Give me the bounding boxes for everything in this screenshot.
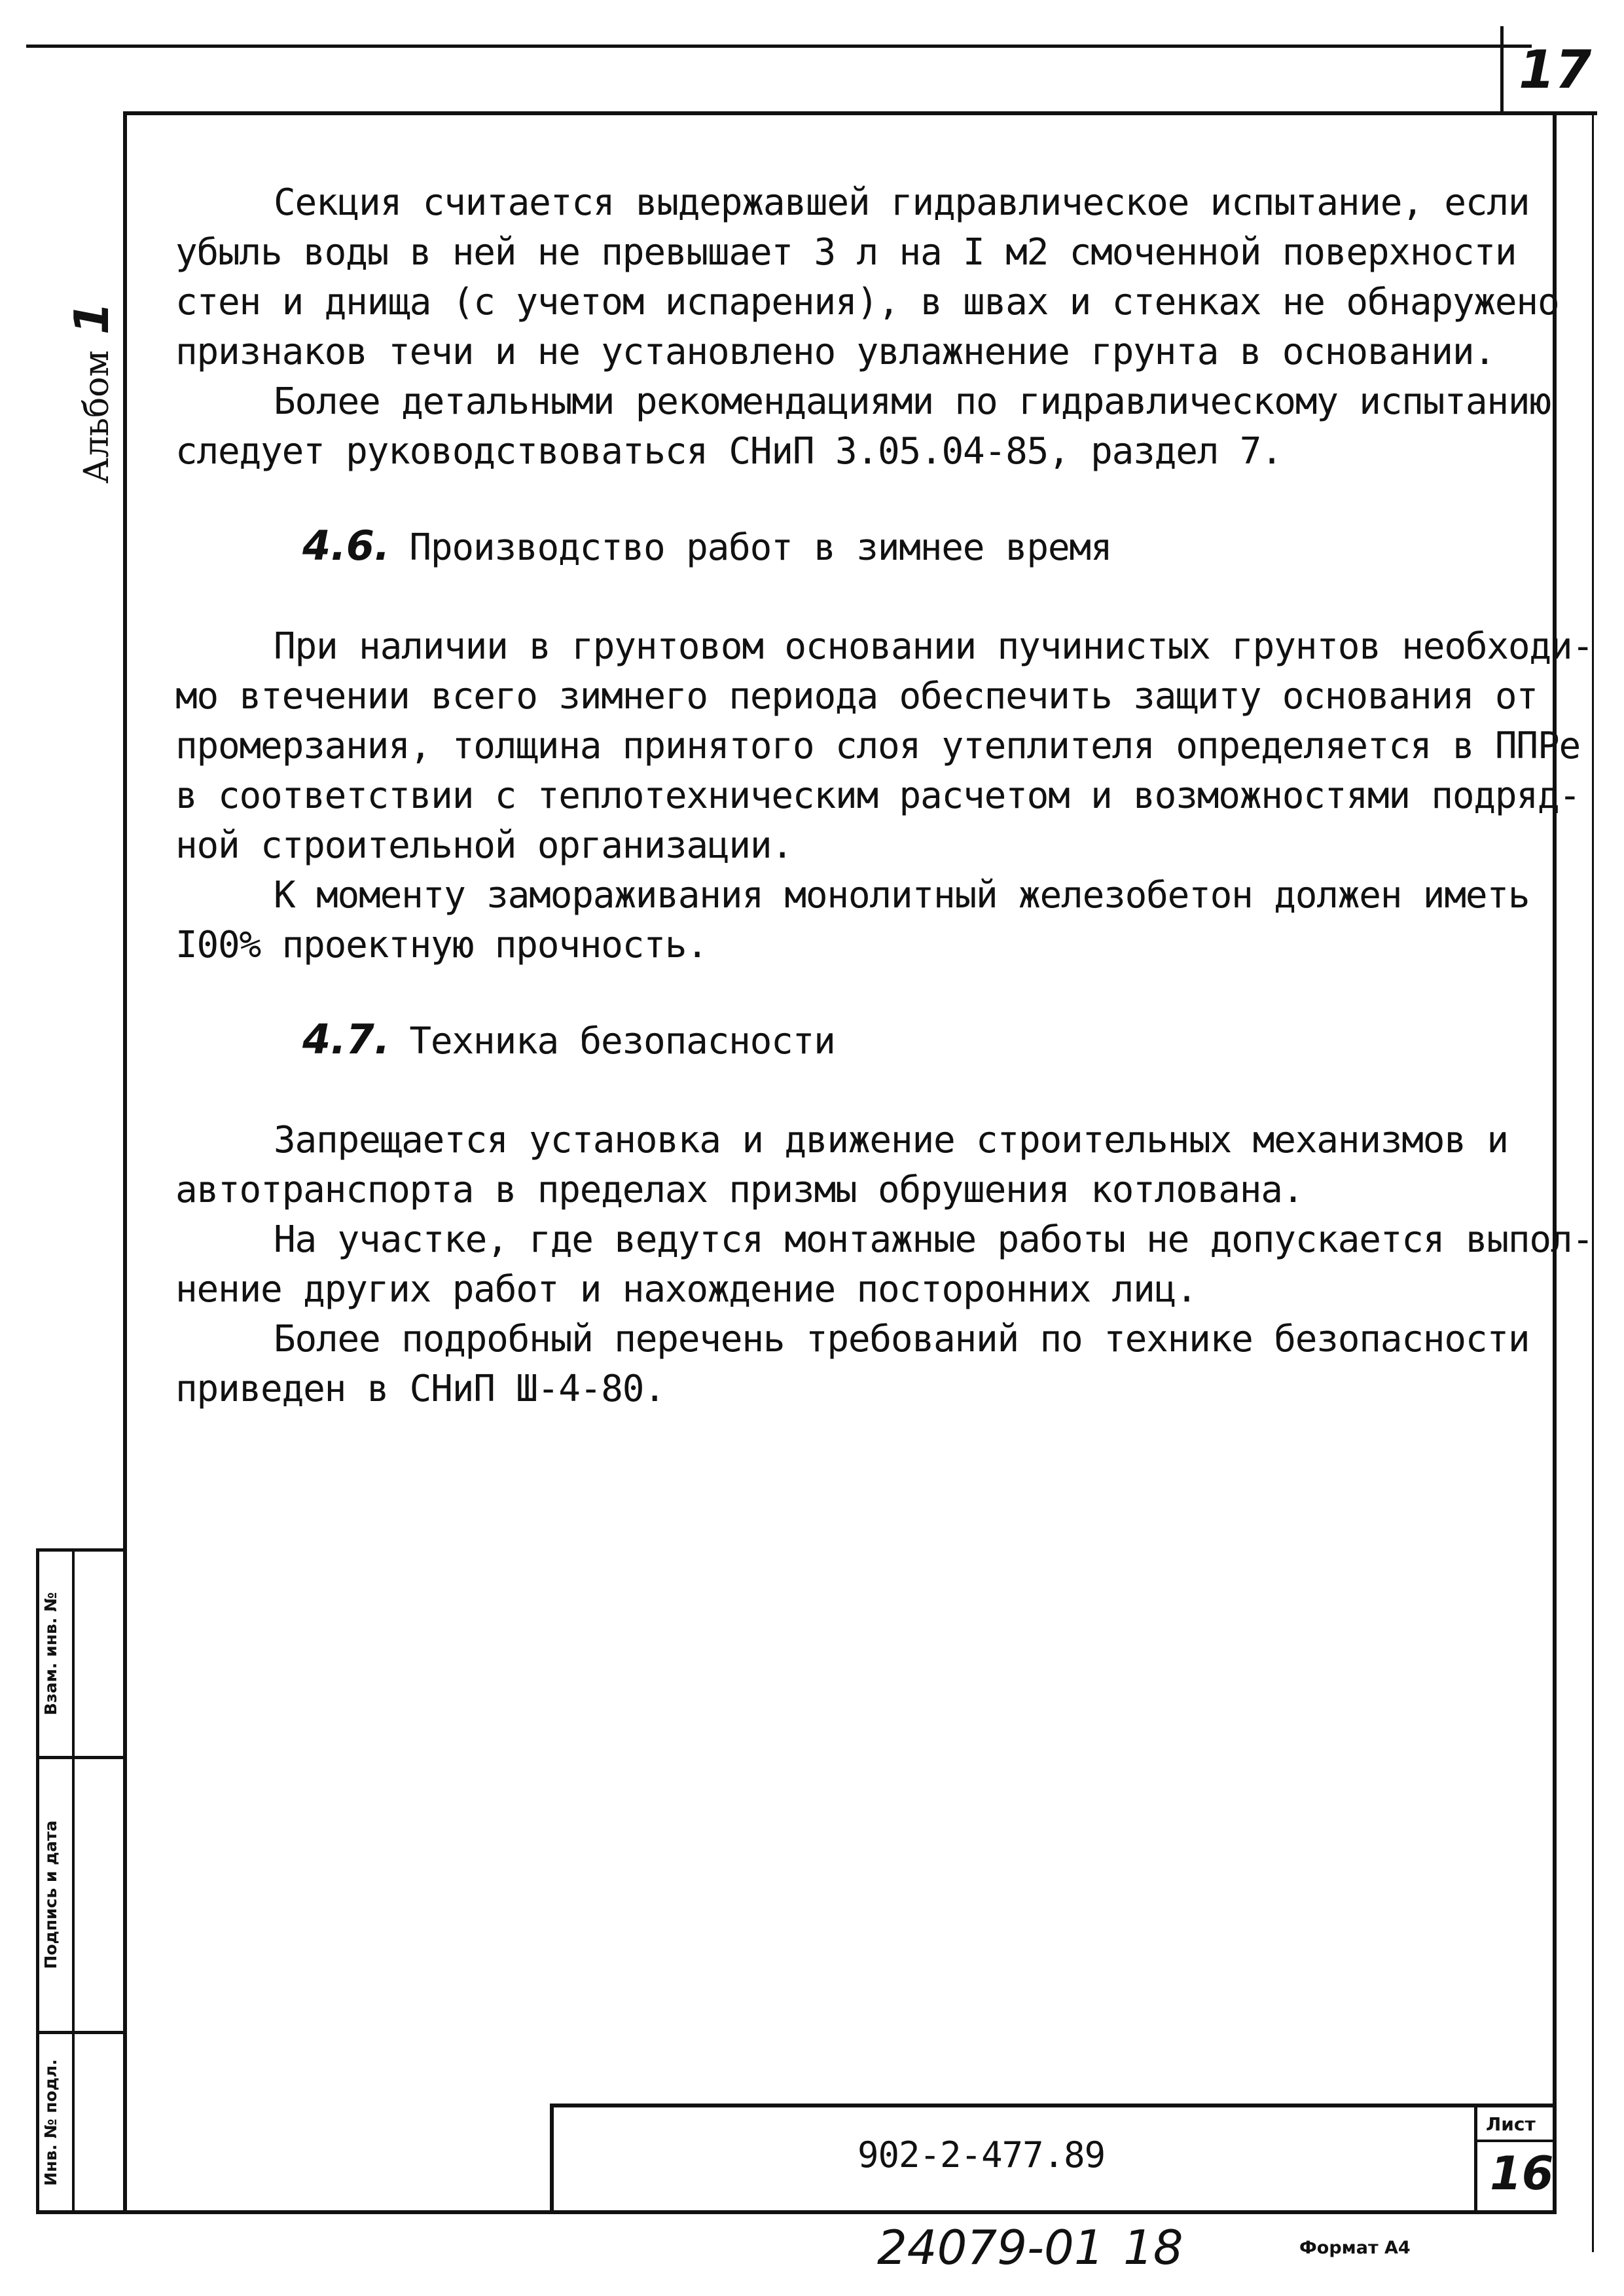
p2-line-1: Более детальными рекомендациями по гидравлическому испытанию <box>274 380 1551 423</box>
p1-line-3: стен и днища (с учетом испарения), в швах и стенках не обнаружено <box>175 281 1559 323</box>
p1-line-1: Секция считается выдержавшей гидравлическое испытание, если <box>274 181 1530 224</box>
title-block-left <box>550 2104 554 2214</box>
p5-line-1: Запрещается установка и движение строительных механизмов и <box>274 1119 1508 1161</box>
p3-line-3: промерзания, толщина принятого слоя утеплителя определяется в ППРе <box>175 725 1580 767</box>
album-label-text: Альбом <box>77 350 117 484</box>
stamp-col-divider <box>72 1548 75 2213</box>
section-heading-4-7 <box>302 1015 835 1063</box>
album-label <box>64 301 117 484</box>
p3-line-2: мо втечении всего зимнего периода обеспечить защиту основания от <box>175 675 1538 718</box>
archive-number: 24079-01 <box>877 2220 1104 2275</box>
p6-line-1: На участке, где ведутся монтажные работы не допускается выпол- <box>274 1218 1593 1261</box>
p4-line-1: К моменту замораживания монолитный железобетон должен иметь <box>274 874 1530 917</box>
sheet-number: 16 <box>1490 2147 1554 2200</box>
document-code: 902-2-477.89 <box>857 2134 1106 2176</box>
p3-line-4: в соответствии с теплотехническим расчетом и возможностями подряд- <box>175 774 1580 817</box>
archive-page: 18 <box>1123 2220 1183 2275</box>
page-number-box-left <box>1500 26 1504 113</box>
stamp-rule-1 <box>36 1756 124 1759</box>
p5-line-2: автотранспорта в пределах призмы обрушения котлована. <box>175 1169 1304 1211</box>
outer-right-edge <box>1592 111 1594 2252</box>
sheet-cell-rule <box>1474 2140 1557 2142</box>
album-number: 1 <box>64 302 119 335</box>
section-heading-4-6 <box>302 522 1112 570</box>
format-label: Формат А4 <box>1299 2238 1411 2258</box>
section-number-4-7: 4.7. <box>302 1015 390 1063</box>
p7-line-2: приведен в СНиП Ш-4-80. <box>175 1368 665 1410</box>
frame-right <box>1553 111 1557 2213</box>
p4-line-2: I00% проектную прочность. <box>175 924 708 966</box>
section-title-4-6: Производство работ в зимнее время <box>409 526 1112 569</box>
sheet-cell-left <box>1474 2104 1477 2214</box>
sheet-label: Лист <box>1486 2113 1536 2135</box>
p6-line-2: нение других работ и нахождение посторонних лиц. <box>175 1268 1197 1311</box>
stamp-top-rule <box>36 1548 124 1552</box>
page-number: 17 <box>1519 39 1592 100</box>
p3-line-5: ной строительной организации. <box>175 824 793 867</box>
p7-line-1: Более подробный перечень требований по технике безопасности <box>274 1318 1530 1360</box>
section-title-4-7: Техника безопасности <box>409 1020 835 1063</box>
frame-left <box>123 111 127 2213</box>
p1-line-4: признаков течи и не установлено увлажнение грунта в основании. <box>175 331 1495 373</box>
top-rule <box>26 45 1532 48</box>
p3-line-1: При наличии в грунтовом основании пучинистых грунтов необходи- <box>274 625 1593 668</box>
title-block-top <box>550 2104 1557 2107</box>
vzam-inv-label: Взам. инв. № <box>41 1592 60 1715</box>
frame-top <box>123 111 1597 115</box>
section-number-4-6: 4.6. <box>302 522 390 570</box>
p2-line-2: следует руководствоваться СНиП 3.05.04-85, раздел 7. <box>175 430 1282 473</box>
frame-bottom <box>36 2210 1557 2214</box>
stamp-col-outer-left <box>36 1548 39 2213</box>
inv-podl-label: Инв. № подл. <box>41 2059 60 2186</box>
p1-line-2: убыль воды в ней не превышает 3 л на I м2 смоченной поверхности <box>175 231 1517 274</box>
podpis-data-label: Подпись и дата <box>41 1820 60 1969</box>
